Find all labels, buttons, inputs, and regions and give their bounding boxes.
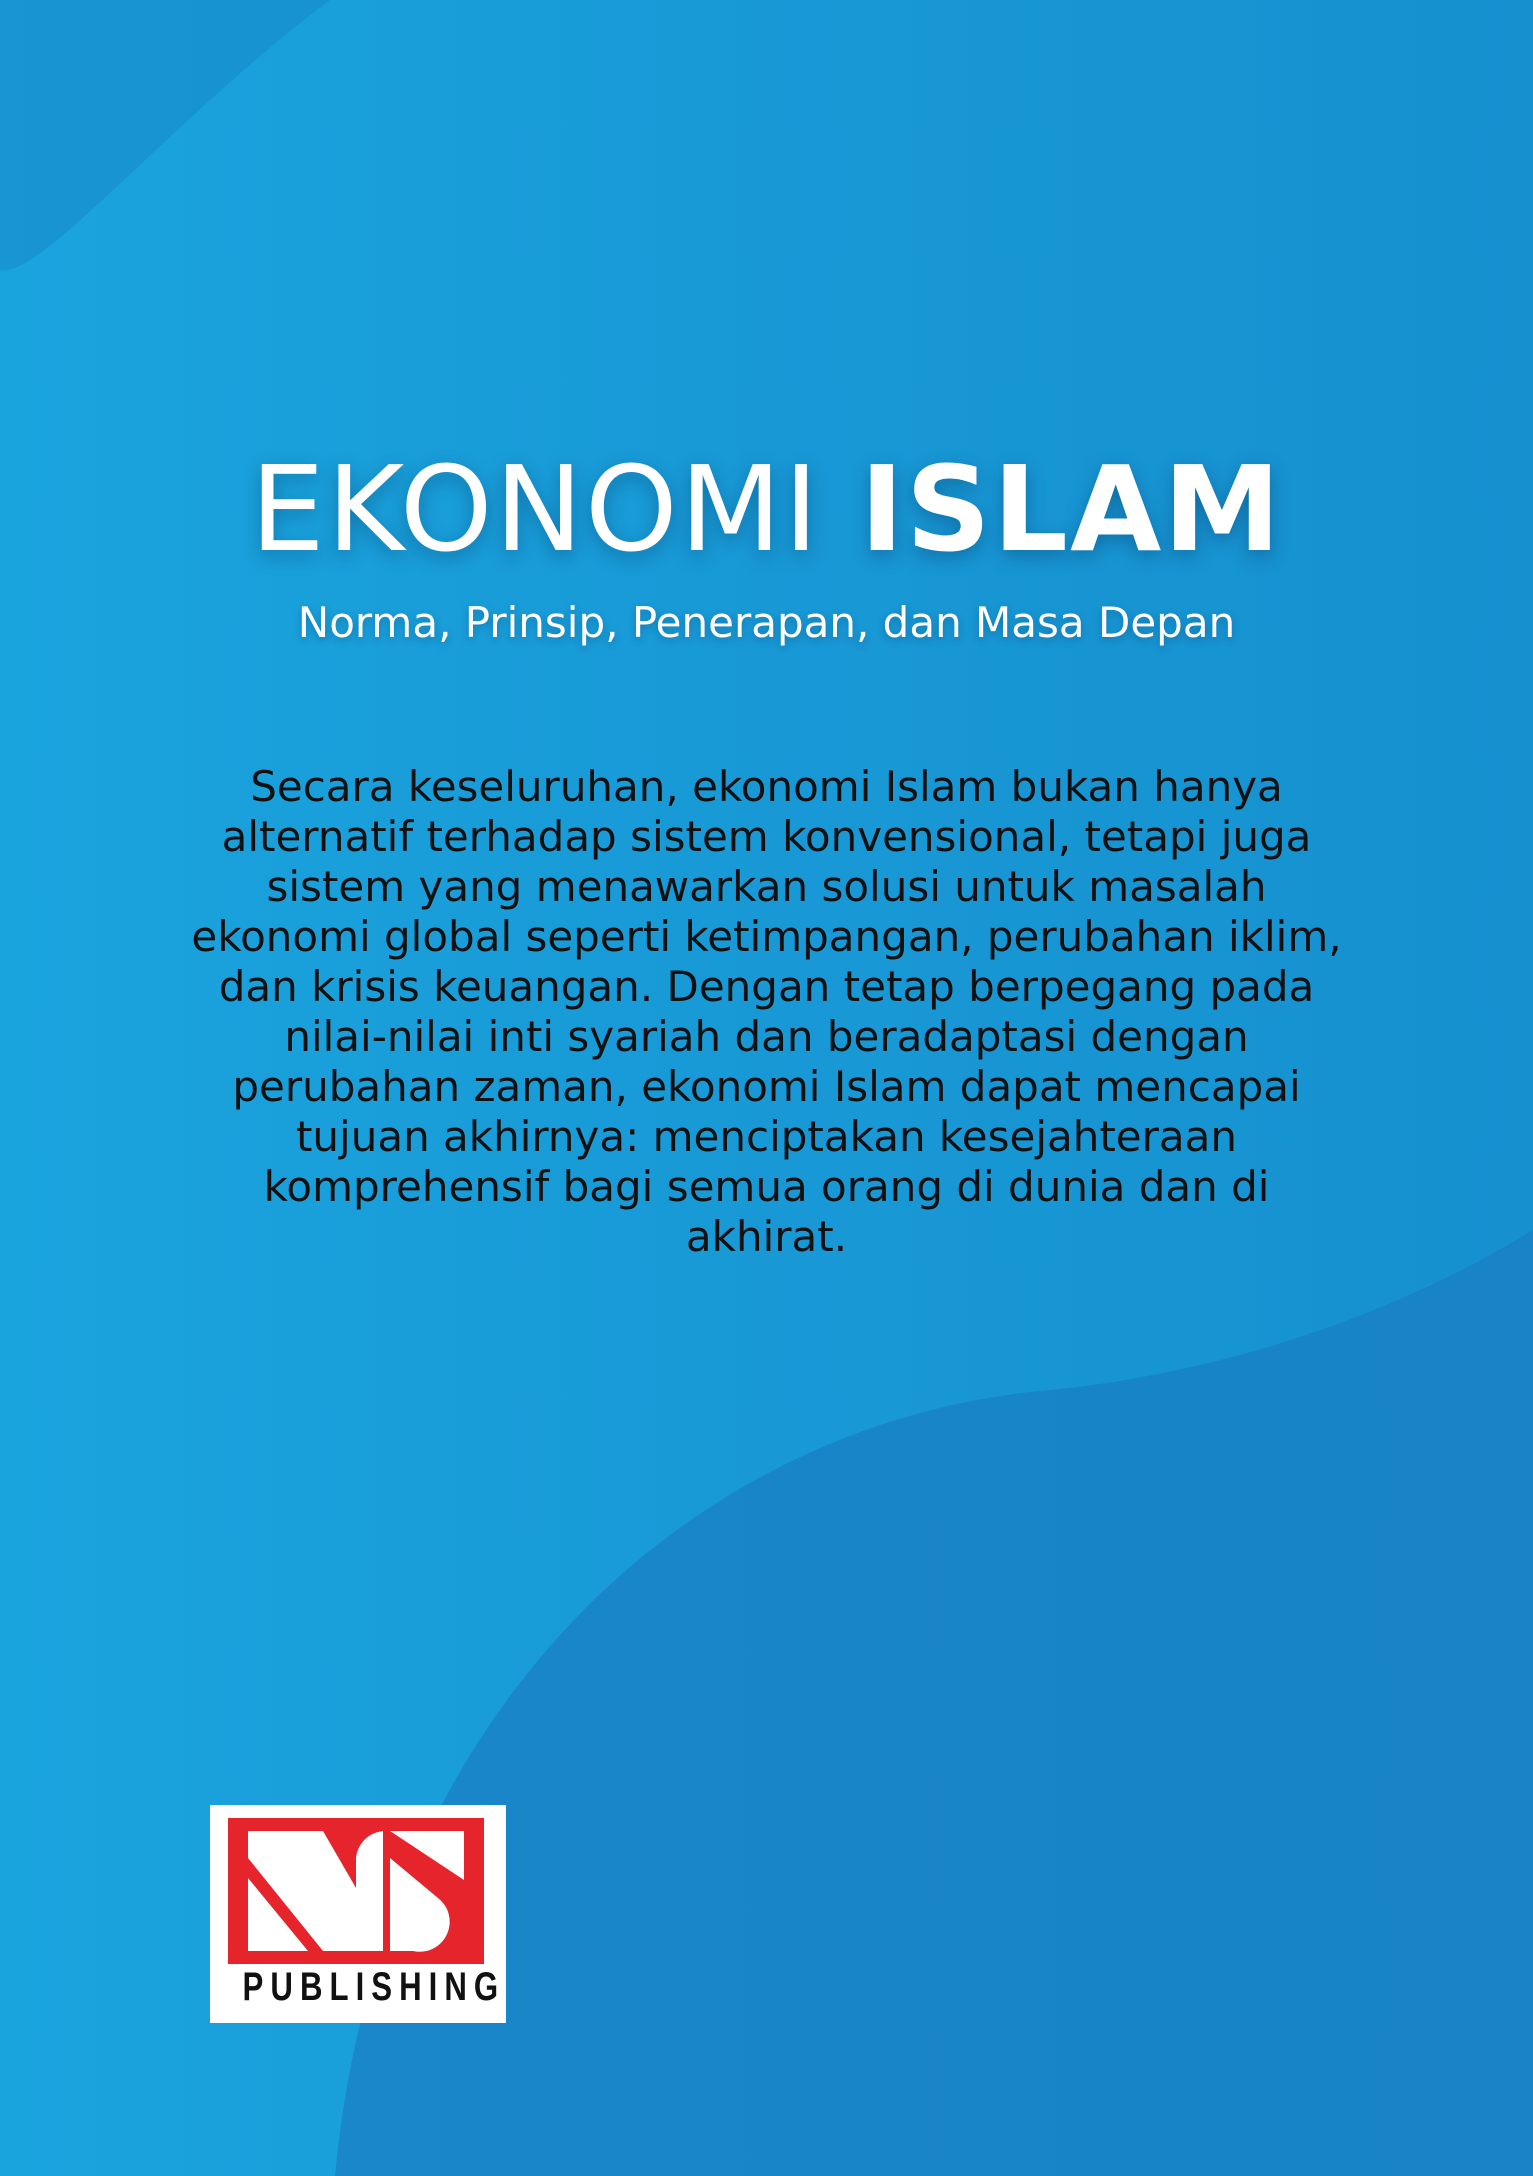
ms-logo-mark [228,1818,484,1964]
title-part-islam: ISLAM [859,440,1283,578]
blurb-line: akhirat. [685,1212,848,1261]
blurb-line: perubahan zaman, ekonomi Islam dapat mencapai [232,1062,1301,1111]
title-part-ekonomi: EKONOMI [250,440,821,578]
blurb-line: tujuan akhirnya: menciptakan kesejahteraan [295,1112,1238,1161]
publisher-logo [210,1805,506,2023]
blurb-line: ekonomi global seperti ketimpangan, perubahan iklim, [191,912,1342,961]
blurb-line: sistem yang menawarkan solusi untuk masalah [266,862,1267,911]
publisher-name: PUBLISHING [242,1965,506,2009]
blurb-line: nilai-nilai inti syariah dan beradaptasi dengan [284,1012,1249,1061]
blurb-line: dan krisis keuangan. Dengan tetap berpegang pada [218,962,1315,1011]
book-title [0,440,1533,578]
blurb-line: Secara keseluruhan, ekonomi Islam bukan hanya [250,762,1283,811]
blurb-line: alternatif terhadap sistem konvensional, tetapi juga [221,812,1312,861]
blurb-line: komprehensif bagi semua orang di dunia dan di [263,1162,1270,1211]
blurb [150,762,1383,1262]
book-subtitle: Norma, Prinsip, Penerapan, dan Masa Depan [297,598,1236,647]
